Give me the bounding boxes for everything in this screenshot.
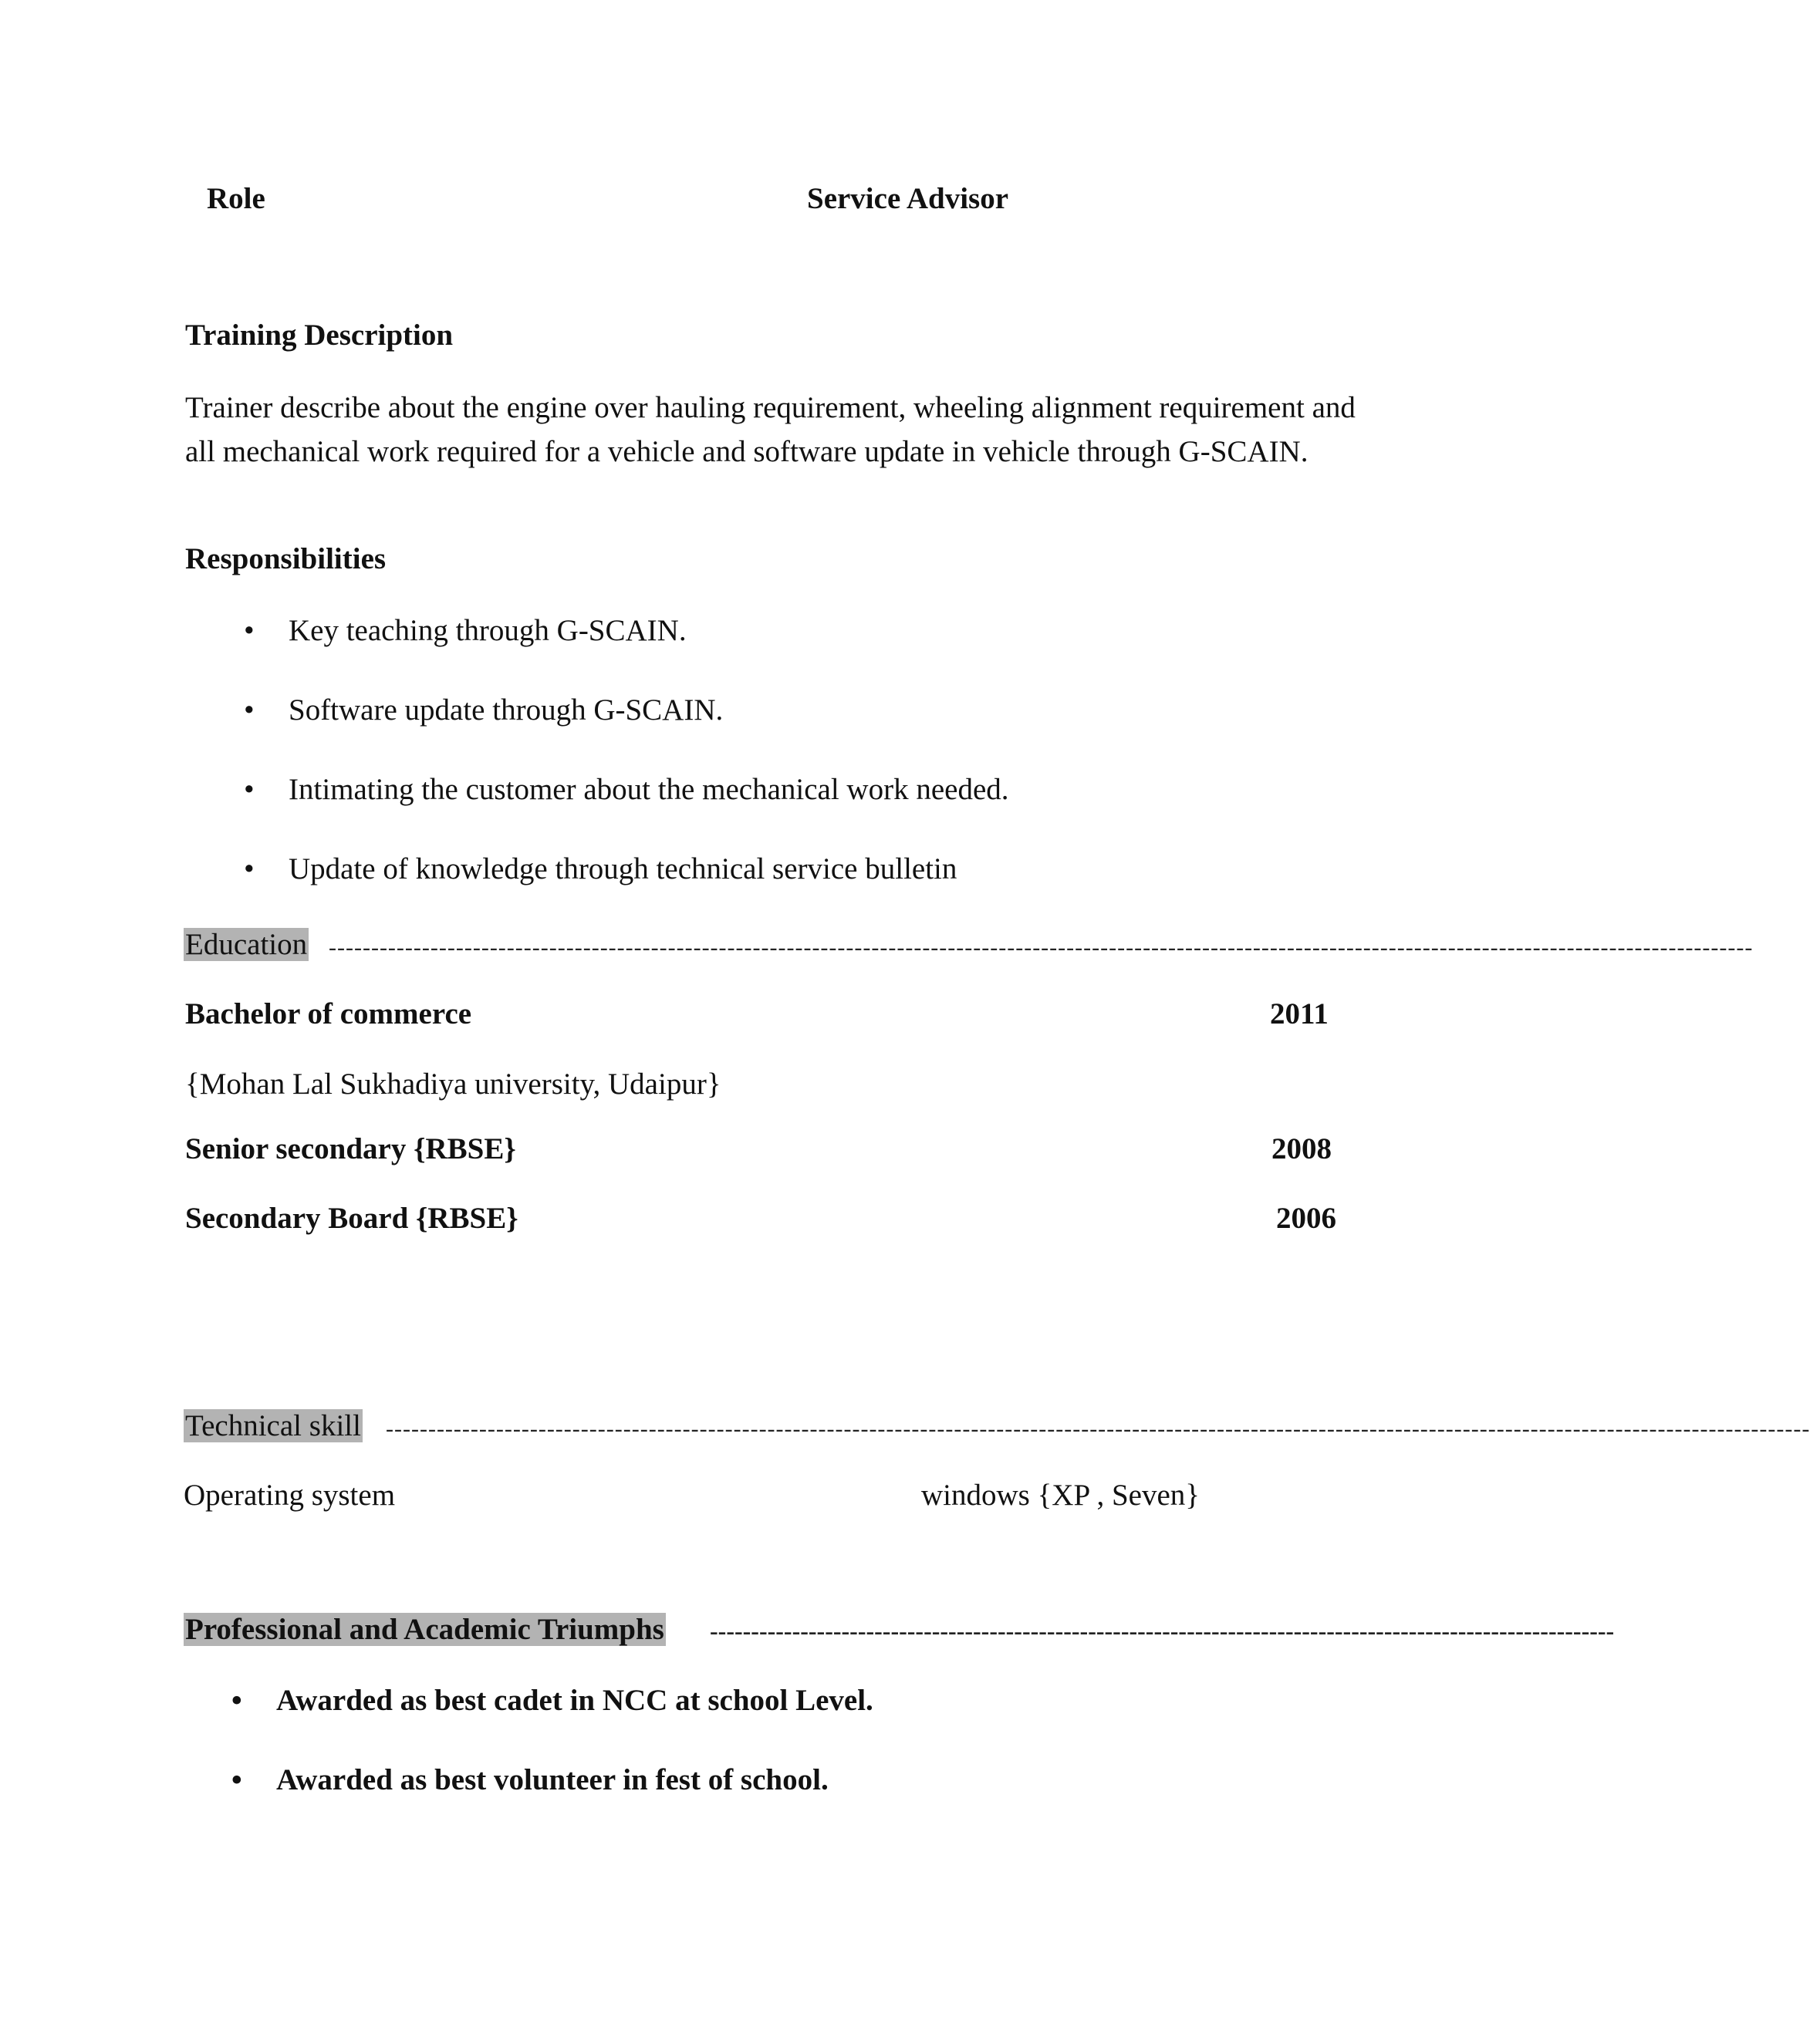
skill-label: Operating system <box>184 1479 396 1512</box>
senior-secondary-title: Senior secondary {RBSE} <box>185 1132 516 1165</box>
responsibilities-heading: Responsibilities <box>185 542 387 575</box>
list-item: • Awarded as best volunteer in fest of school. <box>231 1763 829 1796</box>
skill-value: windows {XP , Seven} <box>921 1479 1200 1512</box>
section-divider: -------------------------------------------------------------------------------------------------------------- <box>710 1617 1615 1644</box>
education-heading: Education <box>185 928 308 961</box>
section-divider: ------------------------------------------------------------------------------------------------------------------------------------------------------------------------ <box>386 1416 1810 1442</box>
university-detail: {Mohan Lal Sukhadiya university, Udaipur} <box>185 1068 721 1101</box>
bullet-icon: • <box>244 693 255 727</box>
list-item: • Software update through G-SCAIN. <box>244 693 724 727</box>
role-label: Role <box>207 182 265 215</box>
bullet-icon: • <box>231 1684 242 1717</box>
list-item: • Key teaching through G-SCAIN. <box>244 614 687 647</box>
training-paragraph: Trainer describe about the engine over hauling requirement, wheeling alignment requirement and all mechanical work required for a vehicle and software update in vehicle through G-SCAIN. <box>185 391 1356 468</box>
section-divider: ------------------------------------------------------------------------------------------------------------------------------------------------------------------------ <box>329 935 1754 960</box>
list-item: • Update of knowledge through technical service bulletin <box>244 852 957 885</box>
senior-secondary-year: 2008 <box>1271 1132 1332 1165</box>
role-value: Service Advisor <box>807 182 1009 215</box>
bullet-icon: • <box>244 773 255 806</box>
degree-title: Bachelor of commerce <box>185 997 472 1030</box>
secondary-board-title: Secondary Board {RBSE} <box>185 1202 518 1235</box>
bullet-icon: • <box>244 852 255 885</box>
technical-skill-heading: Technical skill <box>185 1409 361 1442</box>
list-item: • Intimating the customer about the mechanical work needed. <box>244 773 1009 806</box>
bullet-icon: • <box>231 1763 242 1796</box>
secondary-board-year: 2006 <box>1276 1202 1336 1235</box>
triumphs-heading: Professional and Academic Triumphs <box>185 1613 664 1646</box>
degree-year: 2011 <box>1270 997 1329 1030</box>
list-item: • Awarded as best cadet in NCC at school Level. <box>231 1684 873 1717</box>
training-heading: Training Description <box>185 319 454 352</box>
bullet-icon: • <box>244 614 255 647</box>
